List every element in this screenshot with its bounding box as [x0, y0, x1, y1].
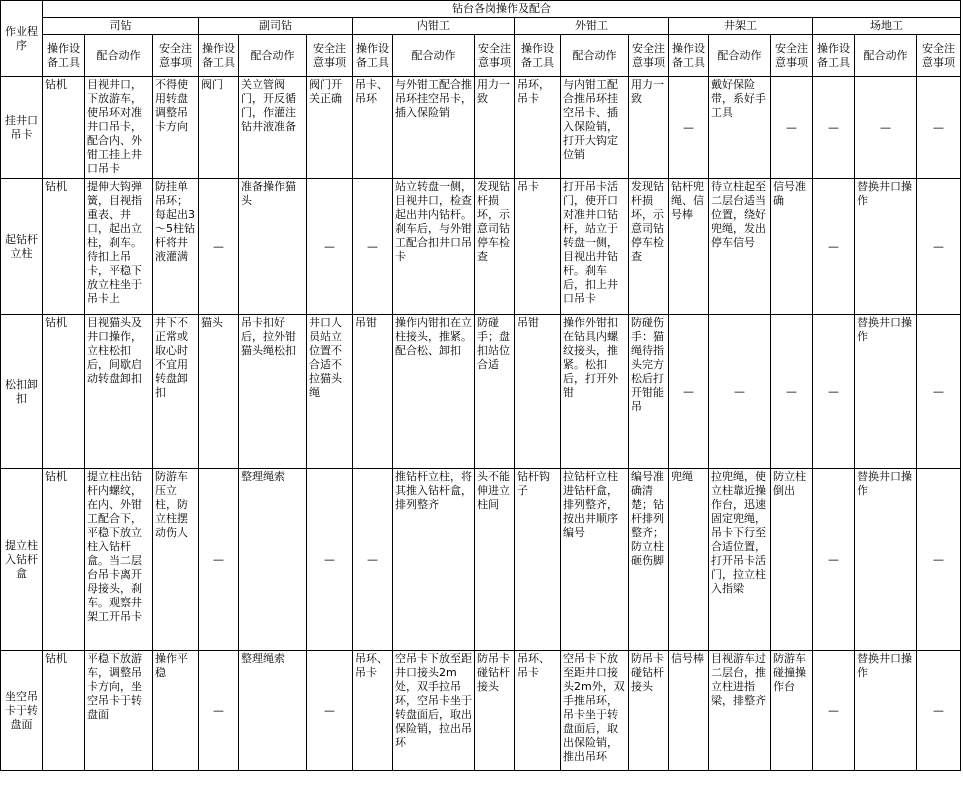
table-cell: 防碰手；盘扣站位合适 [475, 315, 515, 469]
table-cell: — [353, 469, 393, 651]
sub-header: 配合动作 [561, 35, 629, 77]
sub-header: 安全注意事项 [307, 35, 353, 77]
table-cell: 空吊卡下放至距井口接头2m外，双手推吊环，吊卡坐于转盘面后，取出保险销，推出吊环 [561, 651, 629, 771]
table-cell: 钻机 [43, 77, 85, 179]
role-header: 副司钻 [199, 18, 353, 35]
table-cell: — [813, 651, 855, 771]
table-row [1, 179, 961, 315]
table-cell: 打开吊卡活门，使开口对准井口钻杆，站立于转盘一侧，目视出井钻杆。刹车后，扣上井口吊卡 [561, 179, 629, 315]
sub-header: 操作设备工具 [813, 35, 855, 77]
table-cell: 吊卡 [515, 179, 561, 315]
sub-header: 配合动作 [239, 35, 307, 77]
table-cell: 平稳下放游车，调整吊卡方向，坐空吊卡于转盘面 [85, 651, 153, 771]
table-cell: 钻机 [43, 469, 85, 651]
table-cell: 钻机 [43, 315, 85, 469]
table-cell: 防挂单吊环；每起出3～5柱钻杆将井液灌满 [153, 179, 199, 315]
table-cell: 操作平稳 [153, 651, 199, 771]
sub-header: 配合动作 [85, 35, 153, 77]
table-cell: — [307, 469, 353, 651]
table-cell: 拉兜绳，使立柱靠近操作台，迅速固定兜绳，吊卡下行至合适位置，打开吊卡活门，拉立柱入指梁 [709, 469, 771, 651]
table-cell: — [813, 469, 855, 651]
table-cell: 拉钻杆立柱进钻杆盒，排列整齐，按出井顺序编号 [561, 469, 629, 651]
table-cell: 目视猫头及井口操作，立柱松扣后，间歇启动转盘卸扣 [85, 315, 153, 469]
table-cell: 推钻杆立柱，将其推入钻杆盒，排列整齐 [393, 469, 475, 651]
table-cell: 防碰伤手：猫绳待指头完方松后打开钳能吊 [629, 315, 669, 469]
sub-header: 安全注意事项 [771, 35, 813, 77]
table-cell: — [855, 77, 917, 179]
table-cell: — [709, 315, 771, 469]
table-cell: — [771, 77, 813, 179]
table-cell: — [669, 315, 709, 469]
table-cell: 防吊卡碰钻杆接头 [475, 651, 515, 771]
role-header: 内钳工 [353, 18, 515, 35]
table-cell: 不得使用转盘调整吊卡方向 [153, 77, 199, 179]
table-cell: 操作外钳扣在钻具内螺纹接头，推紧。松扣后，打开外钳 [561, 315, 629, 469]
sub-header: 安全注意事项 [475, 35, 515, 77]
table-cell: 兜绳 [669, 469, 709, 651]
table-cell: 防立柱倒出 [771, 469, 813, 651]
table-cell: 防游车压立柱，防立柱摆动伤人 [153, 469, 199, 651]
role-header: 井架工 [669, 18, 813, 35]
table-cell: 发现钻杆损坏，示意司钻停车检查 [629, 179, 669, 315]
sub-header: 配合动作 [393, 35, 475, 77]
table-cell: 替换井口操作 [855, 179, 917, 315]
sub-header: 操作设备工具 [669, 35, 709, 77]
sub-header: 配合动作 [855, 35, 917, 77]
table-cell: 吊环、吊卡 [515, 651, 561, 771]
table-cell: 站立转盘一侧，目视井口，检查起出井内钻杆。刹车后，与外钳工配合扣井口吊卡 [393, 179, 475, 315]
table-cell: 戴好保险带，系好手工具 [709, 77, 771, 179]
table-row [1, 315, 961, 469]
sub-header: 配合动作 [709, 35, 771, 77]
table-cell: 发现钻杆损坏，示意司钻停车检查 [475, 179, 515, 315]
table-cell: — [813, 179, 855, 315]
table-cell: 整理绳索 [239, 469, 307, 651]
table-cell: 目视井口，下放游车，使吊环对准井口吊卡，配合内、外钳工挂上井口吊卡 [85, 77, 153, 179]
table-cell: 目视游车过二层台，推立柱进指梁，排整齐 [709, 651, 771, 771]
table-cell: 待立柱起至二层台适当位置，绕好兜绳，发出停车信号 [709, 179, 771, 315]
table-cell: — [813, 77, 855, 179]
program-header: 作业程序 [1, 1, 43, 77]
table-cell: — [669, 77, 709, 179]
table-cell: 钻机 [43, 651, 85, 771]
role-header-row [1, 18, 961, 35]
table-cell: — [307, 179, 353, 315]
table-cell: 吊环、吊卡 [353, 651, 393, 771]
table-cell: 替换井口操作 [855, 315, 917, 469]
table-cell: — [813, 315, 855, 469]
table-cell: — [199, 469, 239, 651]
table-cell: — [199, 179, 239, 315]
sub-header: 操作设备工具 [199, 35, 239, 77]
table-cell: — [917, 469, 961, 651]
stage-cell: 起钻杆立柱 [1, 179, 43, 315]
table-cell: — [199, 651, 239, 771]
table-cell: 信号棒 [669, 651, 709, 771]
sub-header: 安全注意事项 [153, 35, 199, 77]
table-cell: 防吊卡碰钻杆接头 [629, 651, 669, 771]
table-cell: — [771, 315, 813, 469]
table-cell: 提伸大钩弹簧，目视指重表、井口，起出立柱，刹车。待扣上吊卡，平稳下放立柱坐于吊卡上 [85, 179, 153, 315]
main-title: 钻台各岗操作及配合 [43, 1, 961, 18]
table-cell: 钻机 [43, 179, 85, 315]
role-header: 司钻 [43, 18, 199, 35]
stage-cell: 坐空吊卡于转盘面 [1, 651, 43, 771]
table-cell: 吊钳 [353, 315, 393, 469]
table-cell: 编号准确清楚；钻杆排列整齐；防立柱砸伤脚 [629, 469, 669, 651]
table-cell: 替换井口操作 [855, 651, 917, 771]
table-row [1, 469, 961, 651]
table-body [1, 77, 961, 771]
table-cell: 用力一致 [475, 77, 515, 179]
sub-header-row [1, 35, 961, 77]
stage-cell: 挂井口吊卡 [1, 77, 43, 179]
stage-cell: 提立柱入钻杆盒 [1, 469, 43, 651]
table-cell: 钻杆兜绳、信号棒 [669, 179, 709, 315]
table-cell: 头不能伸进立柱间 [475, 469, 515, 651]
stage-cell: 松扣卸扣 [1, 315, 43, 469]
table-cell: 吊钳 [515, 315, 561, 469]
table-cell: 准备操作猫头 [239, 179, 307, 315]
table-cell: — [307, 651, 353, 771]
table-cell: 与内钳工配合推吊环挂空吊卡、插入保险销，打开大钩定位销 [561, 77, 629, 179]
table-cell: 防游车碰撞操作台 [771, 651, 813, 771]
sub-header: 操作设备工具 [515, 35, 561, 77]
table-cell: 阀门 [199, 77, 239, 179]
role-header: 外钳工 [515, 18, 669, 35]
table-cell: 信号准确 [771, 179, 813, 315]
table-cell: 钻杆钩子 [515, 469, 561, 651]
table-cell: — [917, 179, 961, 315]
table-cell: — [917, 315, 961, 469]
table-cell: 空吊卡下放至距井口接头2m处，双手拉吊环，空吊卡坐于转盘面后，取出保险销，拉出吊环 [393, 651, 475, 771]
table-cell: 井下不正常或取心时不宜用转盘卸扣 [153, 315, 199, 469]
table-cell: — [917, 77, 961, 179]
table-cell: 吊卡、吊环 [353, 77, 393, 179]
sub-header: 操作设备工具 [353, 35, 393, 77]
table-cell: 与外钳工配合推吊环挂空吊卡，插入保险销 [393, 77, 475, 179]
sub-header: 操作设备工具 [43, 35, 85, 77]
table-cell: 提立柱出钻杆内螺纹，在内、外钳工配合下，平稳下放立柱入钻杆盒。当二层台吊卡离开母接头，刹车。观察井架工开吊卡 [85, 469, 153, 651]
table-cell: 关立管阀门，开反循门，作灌注钻井液准备 [239, 77, 307, 179]
table-cell: 整理绳索 [239, 651, 307, 771]
table-cell: 猫头 [199, 315, 239, 469]
table-cell: — [917, 651, 961, 771]
table-cell: 替换井口操作 [855, 469, 917, 651]
table-cell: 操作内钳扣在立柱接头，推紧。配合松、卸扣 [393, 315, 475, 469]
sub-header: 安全注意事项 [629, 35, 669, 77]
table-cell: 吊环，吊卡 [515, 77, 561, 179]
sub-header: 安全注意事项 [917, 35, 961, 77]
table-cell: 吊卡扣好后，拉外钳猫头绳松扣 [239, 315, 307, 469]
table-cell: — [353, 179, 393, 315]
table-cell: 阀门开关正确 [307, 77, 353, 179]
table-cell: 用力一致 [629, 77, 669, 179]
table-cell: 井口人员站立位置不合适不拉猫头绳 [307, 315, 353, 469]
role-header: 场地工 [813, 18, 961, 35]
table-row [1, 77, 961, 179]
table-row [1, 651, 961, 771]
